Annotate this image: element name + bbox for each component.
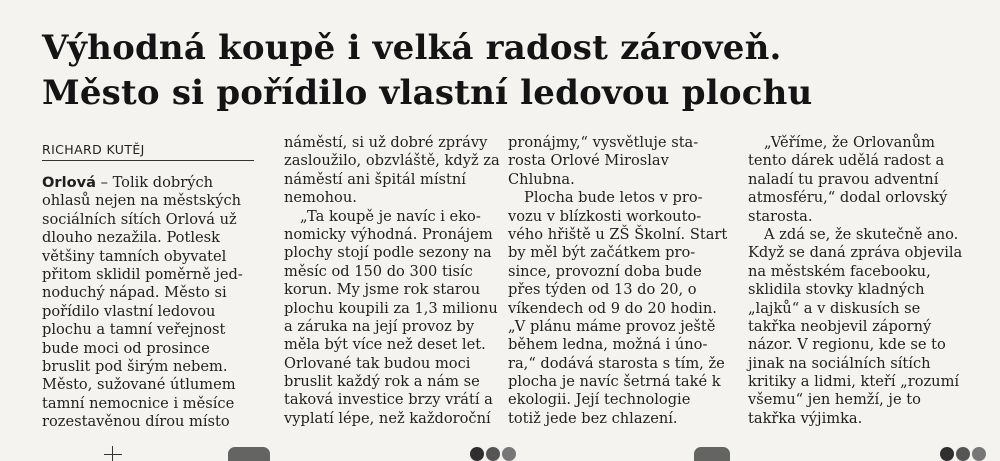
article-column-3 (508, 134, 726, 428)
registration-dot (486, 447, 500, 461)
text-line: takřka výjimka. (748, 409, 863, 427)
text-line: bruslit každý rok a nám se (284, 373, 480, 391)
article-column-2 (284, 134, 502, 428)
byline: RICHARD KUTĚJ (42, 142, 254, 161)
text-line: víkendech od 9 do 20 hodin. (508, 299, 717, 317)
text-line: totiž jede bez chlazení. (508, 409, 678, 427)
text-line: Plocha bude letos v pro- (524, 189, 703, 207)
text-line: názor. V regionu, kde se to (748, 336, 946, 354)
text-line: zasloužilo, obzvláště, když za (284, 152, 500, 170)
text-line: ohlasů nejen na městských (42, 192, 242, 210)
text-line: takřka neobjevil záporný (748, 317, 932, 335)
text-line: tento dárek udělá radost a (748, 152, 945, 170)
text-line: a záruka na její provoz by (284, 317, 475, 335)
crop-mark-icon (104, 446, 122, 461)
text-line: ra,“ dodává starosta s tím, že (508, 354, 725, 372)
text-line: na městském facebooku, (748, 262, 931, 280)
text-line: kritiky a lidmi, kteří „rozumí (748, 373, 960, 391)
text-line: rozestavěnou dírou místo (42, 413, 230, 431)
text-line: plocha je navíc šetrná také k (508, 373, 721, 391)
registration-bar (228, 447, 270, 461)
text-line: „Věříme, že Orlovanům (764, 134, 935, 151)
registration-dot (940, 447, 954, 461)
text-line: bruslit pod širým nebem. (42, 357, 228, 375)
text-line: jinak na sociálních sítích (748, 354, 931, 372)
registration-bar (694, 447, 730, 461)
text-line: plochy stojí podle sezony na (284, 244, 492, 262)
text-line: přes týden od 13 do 20, o (508, 281, 697, 299)
text-line: korun. My jsme rok starou (284, 281, 481, 299)
registration-dot (502, 447, 516, 461)
text-line: since, provozní doba bude (508, 262, 702, 280)
text-line: sociálních sítích Orlová už (42, 210, 237, 228)
text-line: měla být více než deset let. (284, 336, 486, 354)
headline-line-1: Výhodná koupě i velká radost zároveň. (42, 28, 782, 68)
text-line: většiny tamních obyvatel (42, 247, 227, 265)
registration-dot (470, 447, 484, 461)
text-line: Orlová – Tolik dobrých (42, 174, 214, 191)
text-line: ekologii. Její technologie (508, 391, 691, 409)
text-line: plochu a tamní veřejnost (42, 321, 226, 339)
article-column-4 (748, 134, 966, 428)
text-line: „V plánu máme provoz ještě (508, 317, 716, 335)
text-line: vého hřiště u ZŠ Školní. Start (508, 225, 728, 243)
article-column-1 (42, 174, 260, 431)
text-line: vyplatí lépe, než každoroční (284, 409, 491, 427)
text-line: noduchý nápad. Město si (42, 284, 227, 302)
text-line: Město, sužované útlumem (42, 376, 236, 394)
text-line: „Ta koupě je navíc i eko- (300, 207, 481, 225)
text-line: atmosféru,“ dodal orlovský (748, 189, 948, 207)
registration-dot (956, 447, 970, 461)
dateline: Orlová (42, 174, 96, 191)
text-line: pronájmy,“ vysvětluje sta- (508, 134, 699, 151)
text-line: nemohou. (284, 189, 357, 207)
text-line: tamní nemocnice i měsíce (42, 394, 235, 412)
text-line: plochu koupili za 1,3 milionu (284, 299, 498, 317)
registration-dot (972, 447, 986, 461)
text-line: Chlubna. (508, 170, 575, 188)
text-line: pořídilo vlastní ledovou (42, 302, 216, 320)
text-line: rosta Orlové Miroslav (508, 152, 669, 170)
headline-line-2: Město si pořídilo vlastní ledovou plochu (42, 73, 813, 113)
text-line: taková investice brzy vrátí a (284, 391, 493, 409)
text-line: by měl být začátkem pro- (508, 244, 696, 262)
text-line: A zdá se, že skutečně ano. (764, 225, 959, 243)
headline (42, 26, 972, 116)
text-line: sklidila stovky kladných (748, 281, 925, 299)
text-line: náměstí ani špitál místní (284, 170, 466, 188)
text-line: vozu v blízkosti workouto- (508, 207, 702, 225)
text-line: dlouho nezažila. Potlesk (42, 229, 220, 247)
text-line: „lajků“ a v diskusích se (748, 299, 921, 317)
text-line: naladí tu pravou adventní (748, 170, 939, 188)
text-line: přitom sklidil poměrně jed- (42, 265, 243, 283)
text-line: Když se daná zpráva objevila (748, 244, 963, 262)
text-line: Orlované tak budou moci (284, 354, 471, 372)
text-line: starosta. (748, 207, 813, 225)
text-line: všemu“ jen hemží, je to (748, 391, 921, 409)
text-line: během ledna, možná i úno- (508, 336, 708, 354)
text-line: nomicky výhodná. Pronájem (284, 225, 493, 243)
text-line: bude moci od prosince (42, 339, 210, 357)
text-line: měsíc od 150 do 300 tisíc (284, 262, 473, 280)
text-line: náměstí, si už dobré zprávy (284, 134, 488, 151)
